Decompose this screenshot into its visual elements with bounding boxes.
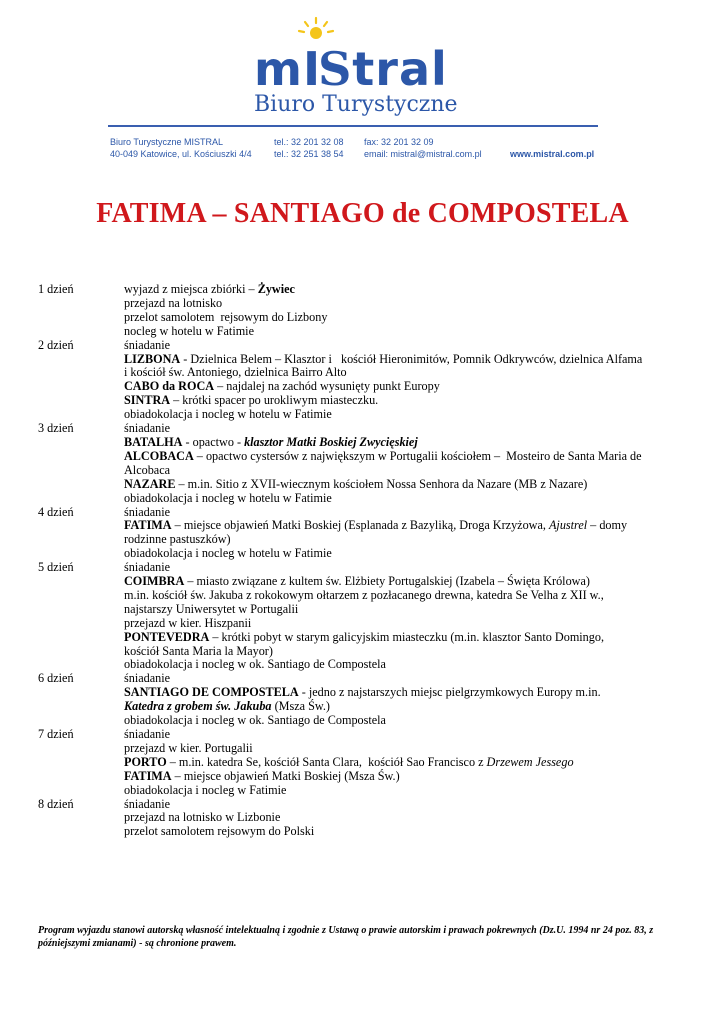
fax-email [364,136,482,160]
activity-text: Alcobaca [124,462,171,477]
activity-line [124,464,688,478]
activity-text: - Dzielnica Belem – Klasztor i kościół Hieronimitów, Pomnik Odkrywców, dzielnica Alfama [180,351,643,366]
day-activities [124,798,688,840]
activity-text: - jedno z najstarszych miejsc pielgrzymkowych Europy m.in. [298,685,601,700]
day-activities [124,561,688,672]
page-title: FATIMA – SANTIAGO de COMPOSTELA [96,198,629,229]
day-label: 1 dzień [38,282,74,296]
activity-line [124,422,688,436]
activity-line [124,645,688,659]
email-address[interactable]: email: mistral@mistral.com.pl [364,149,482,159]
activity-line [124,714,688,728]
phone-2: tel.: 32 251 38 54 [274,149,344,159]
activity-text: FATIMA [124,518,172,533]
day-activities [124,422,688,505]
activity-text: – miejsce objawień Matki Boskiej (Esplanada z Bazyliką, Droga Krzyżowa, [171,518,549,533]
activity-line [124,811,688,825]
day-label: 8 dzień [38,796,74,811]
day-label: 4 dzień [38,504,74,519]
activity-text: klasztor Matki Boskiej Zwycięskiej [244,434,418,449]
activity-line [124,784,688,798]
itinerary-day [38,283,688,339]
activity-text: najstarszy Uniwersytet w Portugalii [124,601,299,616]
activity-text: przelot samolotem rejsowym do Lizbony [124,309,328,324]
sun-icon [296,16,336,42]
activity-text: obiadokolacja i nocleg w hotelu w Fatimie [124,407,332,422]
activity-text: – miasto związane z kultem św. Elżbiety Portugalskiej (Izabela – Święta Królowa) [184,574,590,589]
activity-text: rodzinne pastuszków) [124,532,231,547]
activity-text: ALCOBACA [124,448,194,463]
activity-text: obiadokolacja i nocleg w hotelu w Fatimie [124,490,332,505]
activity-line [124,366,688,380]
activity-text: przejazd na lotnisko w Lizbonie [124,810,281,825]
activity-text: Ajustrel [548,518,588,533]
activity-text: wyjazd z miejsca zbiórki – [124,282,258,296]
activity-text: – krótki spacer po urokliwym miasteczku. [170,393,379,408]
activity-text: śniadanie [124,796,171,811]
fax-number: fax: 32 201 32 09 [364,137,434,147]
activity-text: – domy [587,518,628,533]
activity-text: - opactwo - [182,434,245,449]
activity-line [124,506,688,520]
day-label: 5 dzień [38,560,74,575]
day-label: 7 dzień [38,727,74,741]
activity-text: SINTRA [124,393,171,408]
activity-line [124,672,688,686]
day-activities [124,672,688,728]
header-divider [108,125,598,127]
itinerary-day [38,728,688,798]
activity-text: FATIMA [124,768,172,783]
activity-text: obiadokolacja i nocleg w hotelu w Fatimie [124,546,332,561]
activity-text: śniadanie [124,421,171,436]
activity-line [124,325,688,339]
day-label: 3 dzień [38,421,74,436]
activity-line [124,547,688,561]
day-activities [124,339,688,422]
activity-line [124,311,688,325]
activity-text: przejazd na lotnisko [124,295,223,310]
activity-line [124,436,688,450]
activity-text: śniadanie [124,560,171,575]
itinerary-day [38,506,688,562]
activity-text: Żywiec [257,282,295,296]
activity-text: Drzewem Jessego [486,754,574,769]
itinerary-day [38,339,688,422]
mistral-logo [250,16,465,116]
activity-text: śniadanie [124,337,171,352]
day-activities [124,283,688,339]
activity-line [124,770,688,784]
day-activities [124,506,688,562]
activity-line [124,408,688,422]
activity-text: obiadokolacja i nocleg w Fatimie [124,782,287,797]
activity-line [124,353,688,367]
activity-text: BATALHA [124,434,183,449]
itinerary-day [38,798,688,840]
activity-line [124,658,688,672]
activity-line [124,825,688,839]
activity-text: PORTO [124,754,167,769]
activity-line [124,742,688,756]
activity-line [124,519,688,533]
activity-line [124,450,688,464]
itinerary-day [38,672,688,728]
activity-line [124,533,688,547]
activity-text: obiadokolacja i nocleg w ok. Santiago de Compostela [124,657,386,672]
activity-text: – opactwo cystersów z największym w Portugalii kościołem – Mosteiro de Santa Maria de [193,448,642,463]
activity-text: Katedra z grobem św. Jakuba [124,699,272,714]
activity-line [124,575,688,589]
activity-text: m.in. kościół św. Jakuba z rokokowym ołtarzem z pozłacanego drewna, katedra Se Velha z XII w., [124,587,604,602]
activity-line [124,394,688,408]
day-label: 2 dzień [38,337,74,352]
activity-text: – miejsce objawień Matki Boskiej (Msza Św.) [171,768,400,783]
activity-text: śniadanie [124,671,171,686]
phone-numbers [274,136,344,160]
day-label: 6 dzień [38,671,74,686]
copyright-notice: Program wyjazdu stanowi autorską własność intelektualną i zgodnie z Ustawą o prawie autorskim i prawach pokrewnych (Dz.U. 1994 nr 24 poz. 83, z późniejszymi zmianami) - są chronione prawem. [38,925,654,949]
activity-line [124,728,688,742]
activity-text: SANTIAGO DE COMPOSTELA [124,685,299,700]
activity-text: przejazd w kier. Hiszpanii [124,615,252,630]
activity-text: COIMBRA [124,574,185,589]
phone-1: tel.: 32 201 32 08 [274,137,344,147]
activity-text: (Msza Św.) [271,699,330,714]
activity-line [124,617,688,631]
activity-text: kościół Santa Maria la Mayor) [124,643,273,658]
activity-line [124,339,688,353]
company-address [110,136,252,160]
activity-line [124,631,688,645]
logo-wordmark: mIStral [254,42,448,96]
street-address: 40-049 Katowice, ul. Kościuszki 4/4 [110,149,252,159]
company-name: Biuro Turystyczne MISTRAL [110,137,224,147]
activity-text: PONTEVEDRA [124,629,210,644]
itinerary-day [38,422,688,505]
itinerary [38,283,688,839]
activity-text: przejazd w kier. Portugalii [124,740,253,755]
activity-line [124,283,688,297]
activity-text: LIZBONA [124,351,181,366]
activity-text: CABO da ROCA [124,379,215,394]
activity-line [124,561,688,575]
activity-text: – m.in. Sitio z XVII-wiecznym kościołem Nossa Senhora da Nazare (MB z Nazare) [175,476,588,491]
activity-line [124,603,688,617]
activity-text: – najdalej na zachód wysunięty punkt Europy [214,379,440,394]
activity-text: i kościół św. Antoniego, dzielnica Bairro Alto [124,365,347,380]
activity-text: nocleg w hotelu w Fatimie [124,323,254,338]
activity-line [124,686,688,700]
activity-text: obiadokolacja i nocleg w ok. Santiago de Compostela [124,713,386,728]
logo-subtitle: Biuro Turystyczne [254,92,458,117]
activity-text: NAZARE [124,476,176,491]
itinerary-day [38,561,688,672]
activity-line [124,380,688,394]
activity-line [124,756,688,770]
activity-line [124,589,688,603]
activity-line [124,297,688,311]
activity-text: śniadanie [124,504,171,519]
day-activities [124,728,688,798]
activity-text: przelot samolotem rejsowym do Polski [124,824,315,839]
activity-line [124,478,688,492]
activity-line [124,492,688,506]
activity-text: – m.in. katedra Se, kościół Santa Clara, kościół Sao Francisco z [166,754,487,769]
activity-text: śniadanie [124,727,171,741]
website-link[interactable]: www.mistral.com.pl [510,149,595,159]
activity-line [124,798,688,812]
activity-text: – krótki pobyt w starym galicyjskim miasteczku (m.in. klasztor Santo Domingo, [209,629,605,644]
activity-line [124,700,688,714]
